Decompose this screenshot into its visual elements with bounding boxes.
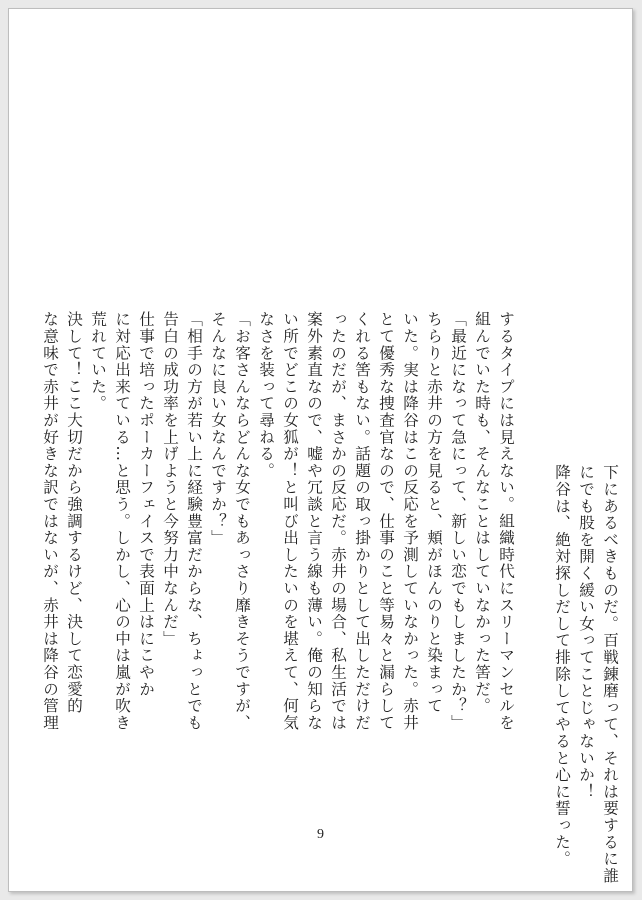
text-line: くれる筈もない。話題の取っ掛かりとして出しただけだ (353, 311, 371, 731)
text-line: 組んでいた時も、そんなことはしていなかった筈だ。 (473, 311, 491, 715)
upper-text-block (41, 311, 518, 731)
text-line: 降谷は、絶対探しだして排除してやると心に誓った。 (553, 464, 571, 868)
text-line: そんなに良い女なんですか？」 (209, 311, 227, 547)
text-line: するタイプには見えない。組織時代にスリーマンセルを (497, 311, 515, 731)
text-line: 仕事で培ったポーカーフェイスで表面上はにこやか (137, 311, 155, 698)
text-line: にでも股を開く緩い女ってことじゃないか！ (577, 464, 595, 800)
text-line: い所でどこの女狐が！と叫び出したいのを堪えて、何気 (281, 311, 299, 731)
text-line: 「お客さんならどんな女でもあっさり靡きそうですが、 (233, 311, 251, 731)
text-line: 荒れていた。 (89, 311, 107, 412)
text-line: 告白の成功率を上げようと今努力中なんだ」 (161, 311, 179, 647)
text-line: 「最近になって急にって、新しい恋でもしましたか？」 (449, 311, 467, 731)
text-line: 「相手の方が若い上に経験豊富だからな、ちょっとでも (185, 311, 203, 731)
text-line: なさを装って尋ねる。 (257, 311, 275, 479)
text-line: 案外素直なので、嘘や冗談と言う線も薄い。俺の知らな (305, 311, 323, 731)
text-line: 下にあるべきものだ。百戦錬磨って、それは要するに誰 (601, 464, 619, 884)
text-line: いた。実は降谷はこの反応を予測していなかった。赤井 (401, 311, 419, 731)
page-number: 9 (317, 827, 324, 842)
text-line: な意味で赤井が好きな訳ではないが、赤井は降谷の管理 (41, 311, 59, 731)
text-line: に対応出来ている…と思う。しかし、心の中は嵐が吹き (113, 311, 131, 731)
text-line: とて優秀な捜査官なので、仕事のこと等易々と漏らして (377, 311, 395, 731)
lower-text-block (550, 464, 622, 884)
book-page (8, 8, 633, 892)
text-line: ったのだが、まさかの反応だ。赤井の場合、私生活では (329, 311, 347, 731)
text-line: 決して！ここ大切だから強調するけど、決して恋愛的 (65, 311, 83, 715)
text-line: ちらりと赤井の方を見ると、頬がほんのりと染まって (425, 311, 443, 715)
